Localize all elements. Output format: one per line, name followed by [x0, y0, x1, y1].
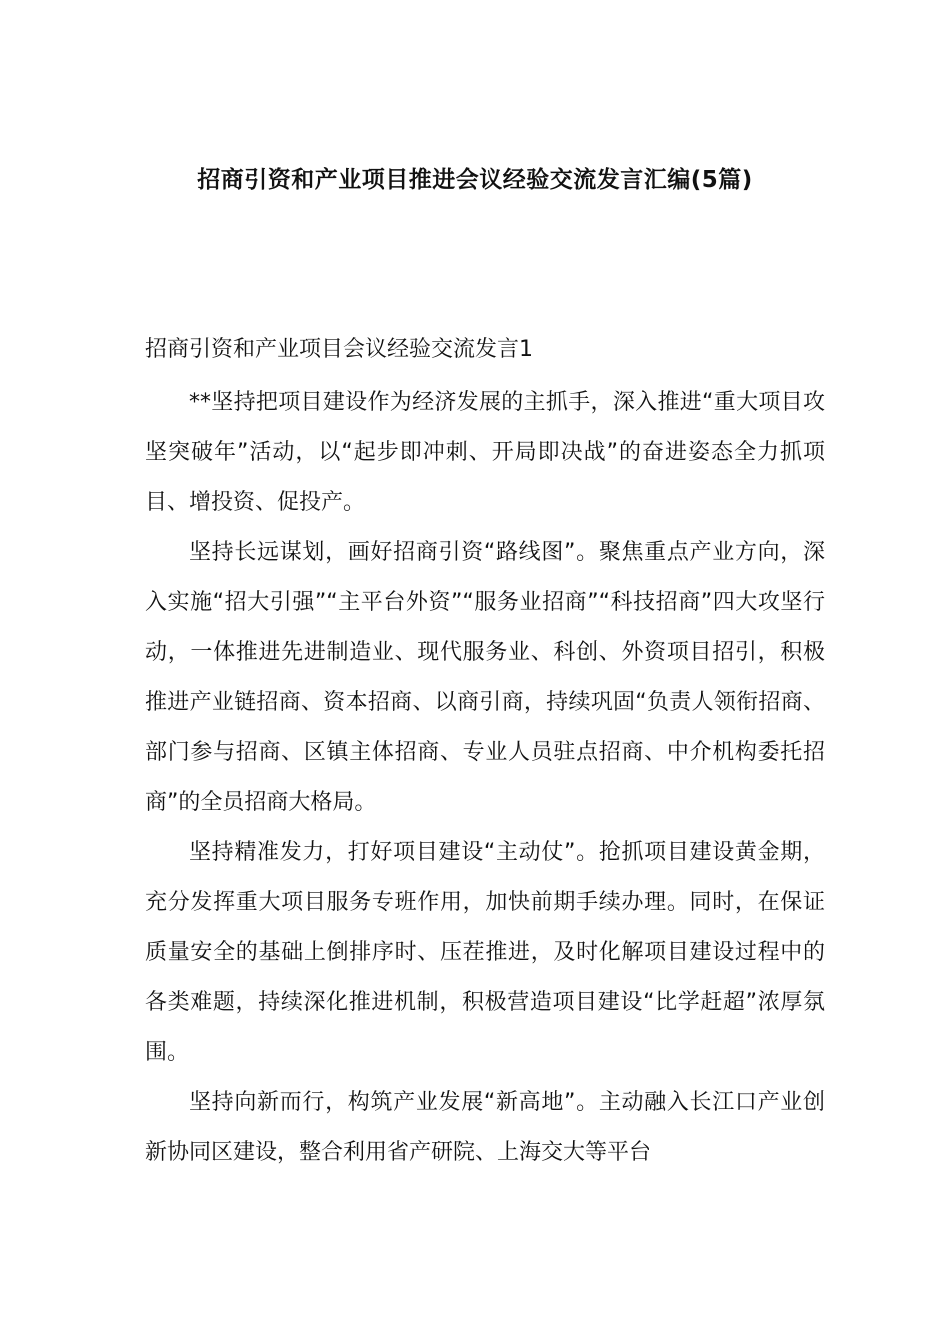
document-title: 招商引资和产业项目推进会议经验交流发言汇编(5篇)	[197, 167, 753, 193]
paragraph-investment-roadmap: 坚持长远谋划，画好招商引资“路线图”。聚焦重点产业方向，深入实施“招大引强”“主平台外资”“服务业招商”“科技招商”四大攻坚行动，一体推进先进制造业、现代服务业、科创、外资项目招引，积极推进产业链招商、资本招商、以商引商，持续巩固“负责人领衔招商、部门参与招商、区镇主体招商、专业人员驻点招商、中介机构委托招商”的全员招商大格局。	[145, 540, 825, 815]
section-heading: 招商引资和产业项目会议经验交流发言1	[145, 337, 533, 362]
paragraph-project-construction: 坚持精准发力，打好项目建设“主动仗”。抢抓项目建设黄金期，充分发挥重大项目服务专班作用，加快前期手续办理。同时，在保证质量安全的基础上倒排序时、压茬推进，及时化解项目建设过程中的各类难题，持续深化推进机制，积极营造项目建设“比学赶超”浓厚氛围。	[145, 840, 825, 1065]
body-text	[145, 378, 825, 1178]
paragraph-intro: **坚持把项目建设作为经济发展的主抓手，深入推进“重大项目攻坚突破年”活动，以“起步即冲刺、开局即决战”的奋进姿态全力抓项目、增投资、促投产。	[145, 390, 825, 515]
paragraph-industry-innovation: 坚持向新而行，构筑产业发展“新高地”。主动融入长江口产业创新协同区建设，整合利用省产研院、上海交大等平台	[145, 1090, 825, 1165]
